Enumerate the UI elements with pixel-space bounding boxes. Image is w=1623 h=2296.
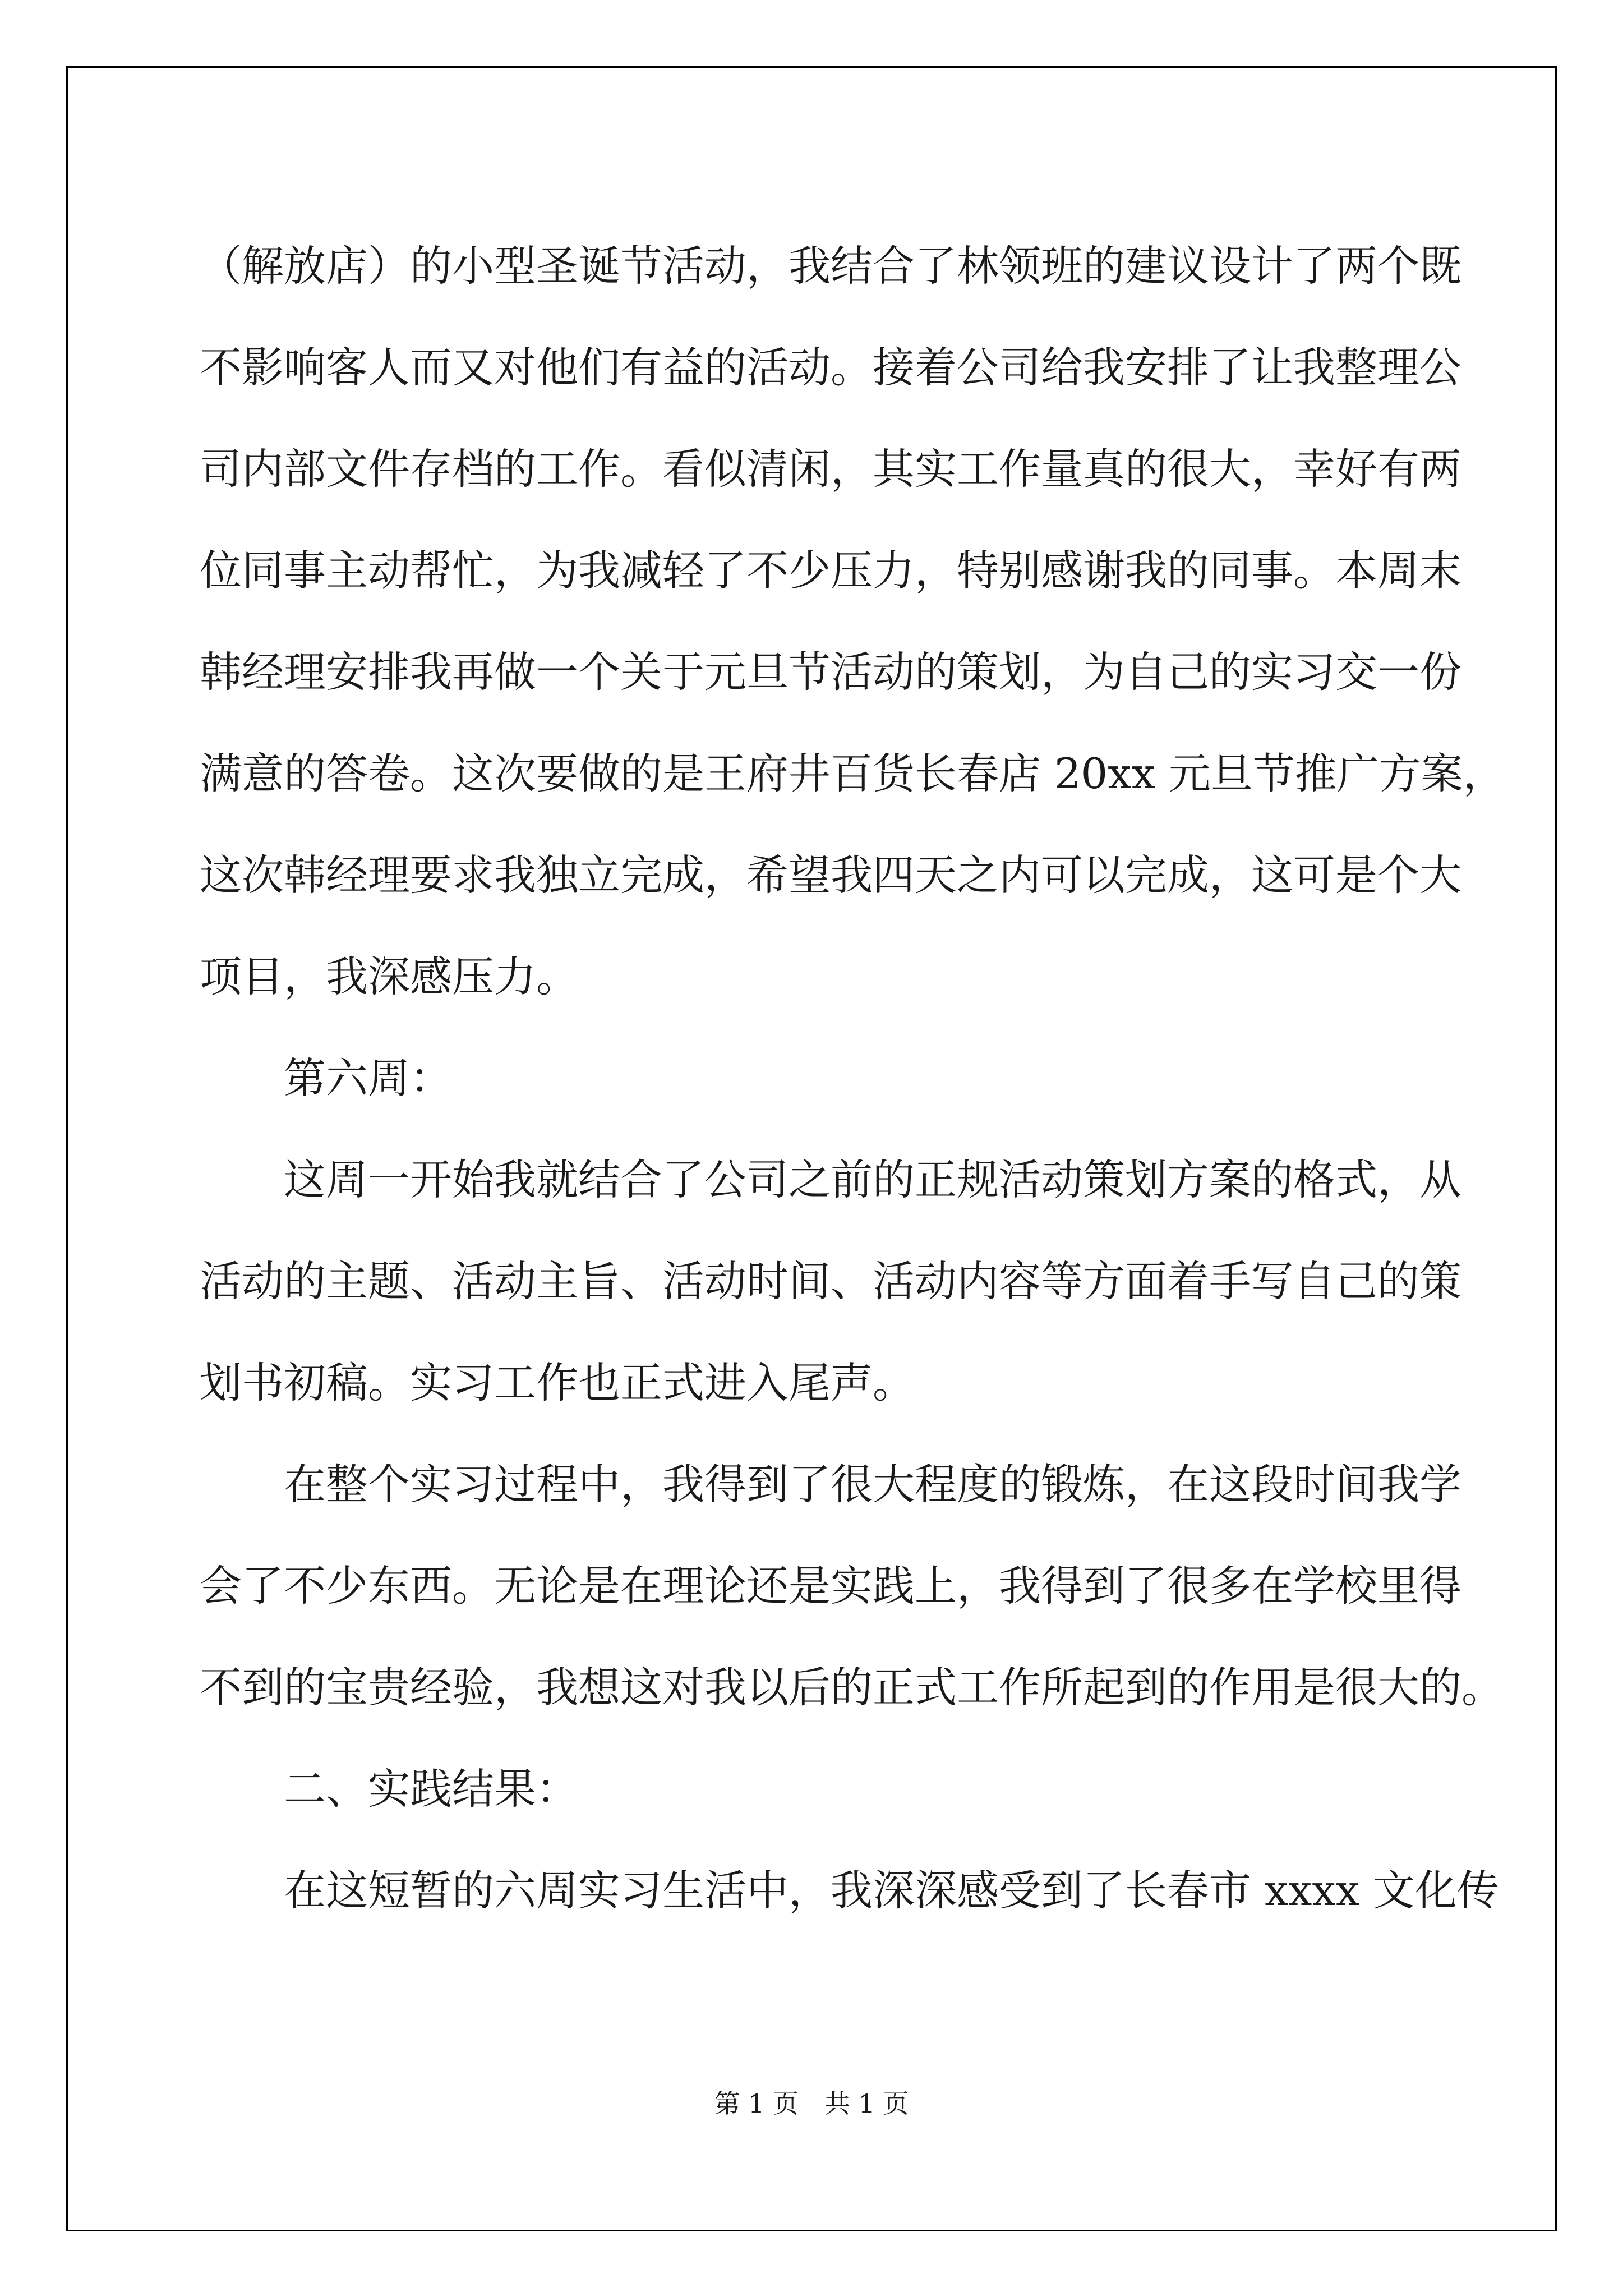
paragraph-line: 会了不少东西。无论是在理论还是实践上，我得到了很多在学校里得	[200, 1561, 1462, 1611]
paragraph-line: 项目，我深感压力。	[200, 952, 579, 1001]
paragraph-line: 活动的主题、活动主旨、活动时间、活动内容等方面着手写自己的策	[200, 1257, 1462, 1306]
paragraph-line: 在这短暂的六周实习生活中，我深深感受到了长春市 xxxx 文化传	[284, 1866, 1499, 1915]
document-body	[200, 215, 1505, 1941]
paragraph-line: 位同事主动帮忙，为我减轻了不少压力，特别感谢我的同事。本周末	[200, 546, 1462, 595]
paragraph-line: 韩经理安排我再做一个关于元旦节活动的策划，为自己的实习交一份	[200, 647, 1462, 697]
paragraph-line: 划书初稿。实习工作也正式进入尾声。	[200, 1358, 915, 1407]
paragraph-line: 这周一开始我就结合了公司之前的正规活动策划方案的格式，从	[284, 1155, 1462, 1204]
section-heading: 二、实践结果：	[284, 1764, 579, 1814]
paragraph-line: 不到的宝贵经验，我想这对我以后的正式工作所起到的作用是很大的。	[200, 1663, 1504, 1712]
paragraph-line: 满意的答卷。这次要做的是王府井百货长春店 20xx 元旦节推广方案，	[200, 749, 1505, 798]
paragraph-line: 这次韩经理要求我独立完成，希望我四天之内可以完成，这可是个大	[200, 850, 1462, 900]
section-heading: 第六周：	[284, 1053, 453, 1103]
page-number-footer: 第 1 页 共 1 页	[714, 2088, 909, 2119]
paragraph-line: 司内部文件存档的工作。看似清闲，其实工作量真的很大，幸好有两	[200, 444, 1462, 494]
paragraph-line: 在整个实习过程中，我得到了很大程度的锻炼，在这段时间我学	[284, 1460, 1462, 1509]
paragraph-line: 不影响客人而又对他们有益的活动。接着公司给我安排了让我整理公	[200, 343, 1462, 392]
paragraph-line: （解放店）的小型圣诞节活动，我结合了林领班的建议设计了两个既	[200, 241, 1462, 291]
